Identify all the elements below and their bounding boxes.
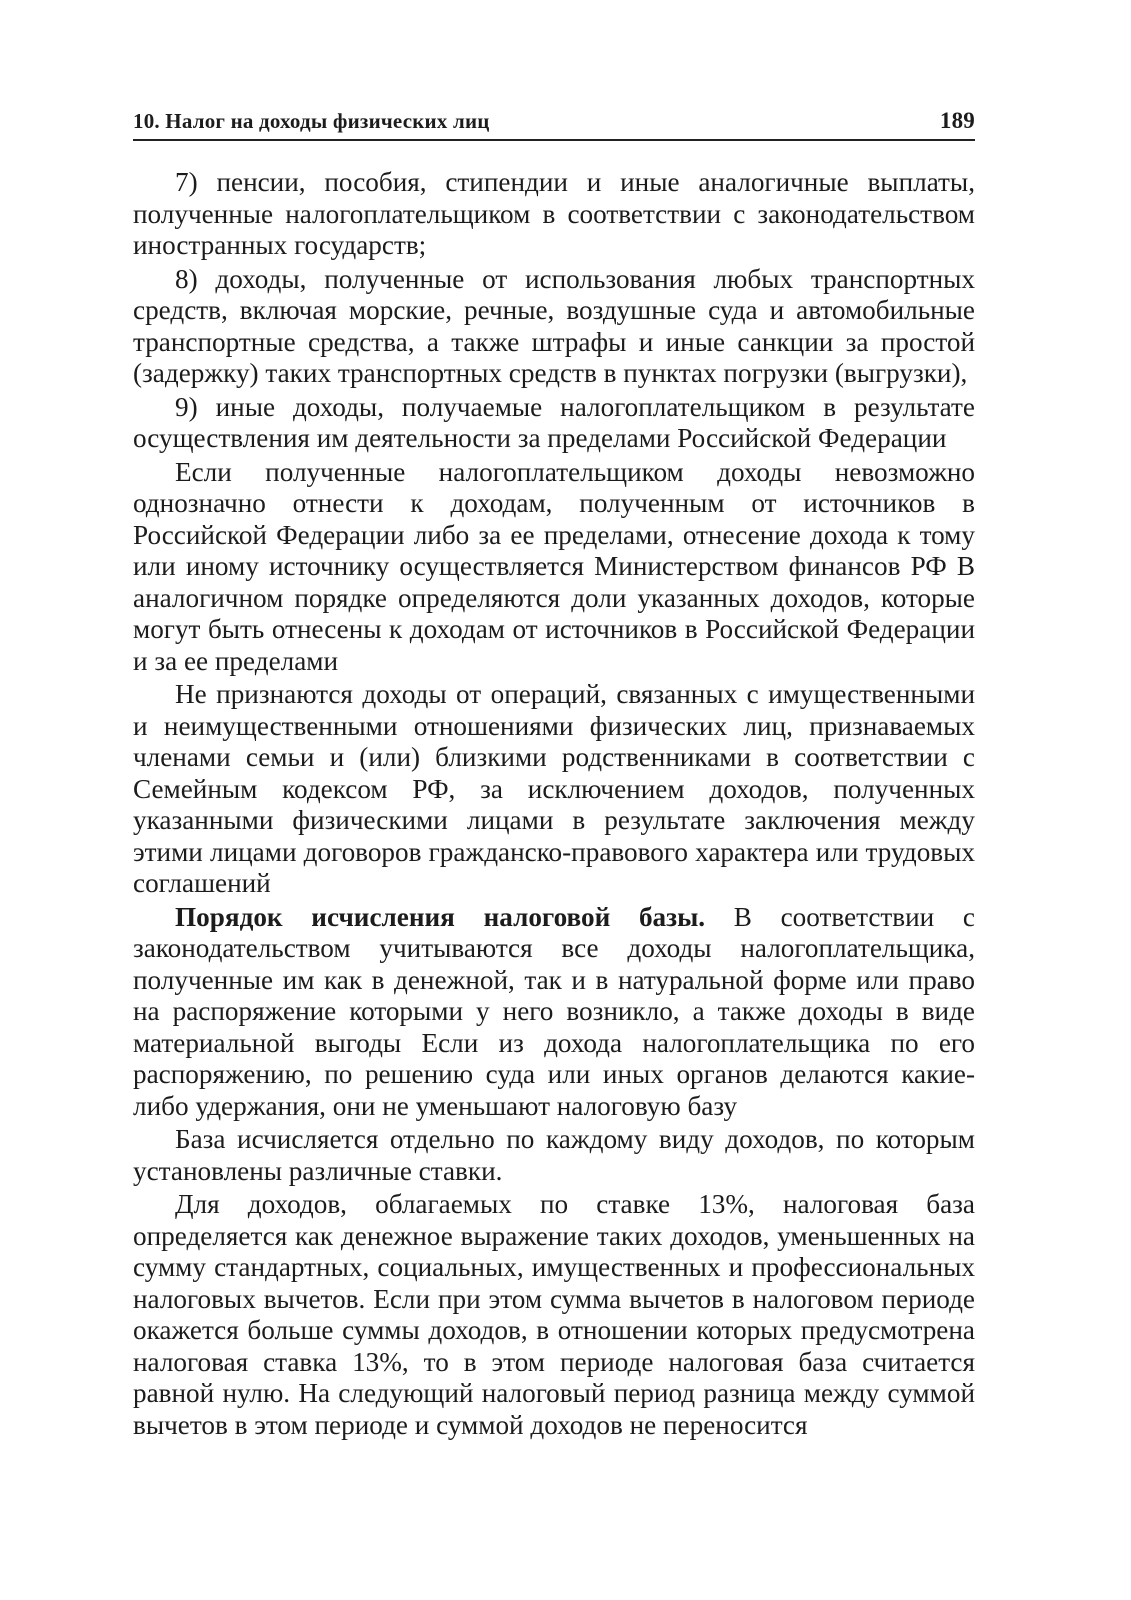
paragraph-text: 7) пенсии, пособия, стипендии и иные аналогичные выплаты, полученные налогоплательщиком в соответствии с законодательством иностранных государств; [133, 167, 975, 260]
chapter-title: 10. Налог на доходы физических лиц [133, 109, 490, 133]
page-body [133, 167, 975, 1441]
paragraph-text: 9) иные доходы, получаемые налогоплательщиком в результате осуществления им деятельности за пределами Российской Федерации [133, 391, 975, 453]
paragraph-13-percent-base [133, 1189, 975, 1441]
paragraph-text: В соответствии с законодательством учитываются все доходы налогоплательщика, полученные им как в денежной, так и в натуральной форме или право на распоряжение которыми у него возникло, а также доходы в виде материальной выгоды Если из дохода налогоплательщика по его распоряжению, по решению суда или иных органов делаются какие-либо удержания, они не уменьшают налоговую базу [133, 901, 975, 1121]
paragraph-text: База исчисляется отдельно по каждому виду доходов, по которым установлены различные ставки. [133, 1124, 975, 1186]
paragraph-text: Не признаются доходы от операций, связанных с имущественными и неимущественными отношениями физических лиц, признаваемых членами семьи и (или) близкими родственниками в соответствии с Семейным кодексом РФ, за исключением доходов, полученных указанными физическими лицами в результате заключения между этими лицами договоров гражданско-правового характера или трудовых соглашений [133, 679, 975, 898]
paragraph-item-7 [133, 167, 975, 262]
paragraph-tax-base-procedure [133, 902, 975, 1123]
page-number: 189 [939, 108, 975, 133]
paragraph-item-9 [133, 392, 975, 455]
book-page [133, 108, 975, 1441]
paragraph-separate-bases [133, 1124, 975, 1187]
paragraph-text: 8) доходы, полученные от использования любых транспортных средств, включая морские, речные, воздушные суда и автомобильные транспортные средства, а также штрафы и иные санкции за простой (задержку) таких транспортных средств в пунктах погрузки (выгрузки), [133, 263, 975, 388]
section-run-in-heading: Порядок исчисления налоговой базы. [175, 901, 706, 932]
paragraph-item-8 [133, 264, 975, 390]
paragraph-text: Для доходов, облагаемых по ставке 13%, налоговая база определяется как денежное выражение таких доходов, уменьшенных на сумму стандартных, социальных, имущественных и профессиональных налоговых вычетов. Если при этом сумма вычетов в налоговом периоде окажется больше суммы доходов, в отношении которых предусмотрена налоговая ставка 13%, то в этом периоде налоговая база считается равной нулю. На следующий налоговый период разница между суммой вычетов в этом периоде и суммой доходов не переносится [133, 1189, 975, 1440]
paragraph-text: Если полученные налогоплательщиком доходы невозможно однозначно отнести к доходам, полученным от источников в Российской Федерации либо за ее пределами, отнесение дохода к тому или иному источнику осуществляется Министерством финансов РФ В аналогичном порядке определяются доли указанных доходов, которые могут быть отнесены к доходам от источников в Российской Федерации и за ее пределами [133, 456, 975, 676]
paragraph-source-attribution [133, 457, 975, 678]
paragraph-excluded-income [133, 679, 975, 900]
running-head [133, 108, 975, 141]
